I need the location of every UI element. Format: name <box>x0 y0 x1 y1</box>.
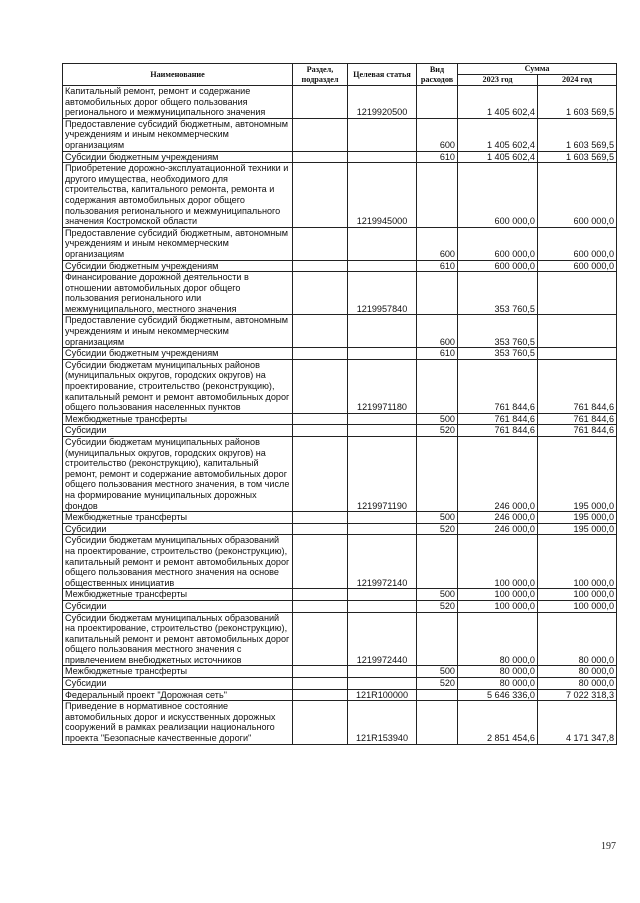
budget-table <box>62 63 617 745</box>
header-year-2023: 2023 год <box>458 75 538 86</box>
cell-sum-2024: 195 000,0 <box>538 437 617 512</box>
cell-kind <box>417 359 458 413</box>
cell-section <box>293 612 348 666</box>
cell-name: Субсидии бюджетным учреждениям <box>63 260 293 272</box>
table-row <box>63 678 617 690</box>
cell-section <box>293 512 348 524</box>
cell-kind <box>417 612 458 666</box>
cell-name: Капитальный ремонт, ремонт и содержание автомобильных дорог общего пользования регионального и межмуниципального значения <box>63 86 293 119</box>
cell-sum-2024 <box>538 348 617 360</box>
cell-kind <box>417 689 458 701</box>
cell-name: Субсидии <box>63 678 293 690</box>
cell-sum-2023: 353 760,5 <box>458 348 538 360</box>
cell-sum-2024: 80 000,0 <box>538 678 617 690</box>
table-row <box>63 589 617 601</box>
table-row <box>63 413 617 425</box>
cell-sum-2023: 100 000,0 <box>458 600 538 612</box>
table-row <box>63 689 617 701</box>
cell-sum-2024: 80 000,0 <box>538 666 617 678</box>
cell-section <box>293 260 348 272</box>
cell-section <box>293 701 348 744</box>
cell-name: Приведение в нормативное состояние автомобильных дорог и искусственных дорожных сооружений в рамках реализации национального проекта "Безопасные качественные дороги" <box>63 701 293 744</box>
cell-name: Субсидии бюджетным учреждениям <box>63 151 293 163</box>
cell-target <box>348 315 417 348</box>
header-section: Раздел, подраздел <box>293 64 348 86</box>
cell-name: Субсидии <box>63 523 293 535</box>
cell-sum-2024: 80 000,0 <box>538 612 617 666</box>
table-row <box>63 701 617 744</box>
cell-sum-2024: 761 844,6 <box>538 413 617 425</box>
table-row <box>63 227 617 260</box>
cell-section <box>293 535 348 589</box>
cell-sum-2023: 600 000,0 <box>458 260 538 272</box>
cell-section <box>293 227 348 260</box>
cell-kind: 500 <box>417 666 458 678</box>
cell-kind: 500 <box>417 589 458 601</box>
table-row <box>63 359 617 413</box>
table-row <box>63 512 617 524</box>
cell-sum-2023: 246 000,0 <box>458 437 538 512</box>
cell-section <box>293 151 348 163</box>
cell-sum-2024: 1 603 569,5 <box>538 118 617 151</box>
cell-sum-2024: 761 844,6 <box>538 425 617 437</box>
cell-section <box>293 666 348 678</box>
cell-kind: 600 <box>417 118 458 151</box>
cell-sum-2024: 761 844,6 <box>538 359 617 413</box>
cell-section <box>293 118 348 151</box>
table-row <box>63 151 617 163</box>
cell-name: Федеральный проект "Дорожная сеть" <box>63 689 293 701</box>
cell-target <box>348 348 417 360</box>
cell-sum-2023: 246 000,0 <box>458 512 538 524</box>
cell-sum-2023: 761 844,6 <box>458 413 538 425</box>
cell-name: Предоставление субсидий бюджетным, автономным учреждениям и иным некоммерческим организациям <box>63 227 293 260</box>
header-target: Целевая статья <box>348 64 417 86</box>
cell-sum-2024: 600 000,0 <box>538 163 617 228</box>
cell-name: Финансирование дорожной деятельности в отношении автомобильных дорог общего пользования регионального или межмуниципального, местного значения <box>63 272 293 315</box>
cell-kind: 520 <box>417 600 458 612</box>
table-row <box>63 315 617 348</box>
table-row <box>63 86 617 119</box>
cell-target <box>348 425 417 437</box>
table-row <box>63 348 617 360</box>
cell-name: Субсидии бюджетным учреждениям <box>63 348 293 360</box>
cell-target: 1219972140 <box>348 535 417 589</box>
cell-kind <box>417 163 458 228</box>
cell-kind: 520 <box>417 523 458 535</box>
cell-name: Предоставление субсидий бюджетным, автономным учреждениям и иным некоммерческим организациям <box>63 315 293 348</box>
cell-target: 1219971190 <box>348 437 417 512</box>
cell-name: Субсидии бюджетам муниципальных образований на проектирование, строительство (реконструкцию), капитальный ремонт и ремонт автомобильных дорог общего пользования местного значения на основе общественных инициатив <box>63 535 293 589</box>
cell-sum-2023: 80 000,0 <box>458 678 538 690</box>
cell-sum-2024: 600 000,0 <box>538 260 617 272</box>
cell-name: Субсидии бюджетам муниципальных образований на проектирование, строительство (реконструкцию), капитальный ремонт и ремонт автомобильных дорог общего пользования местного значения с привлечением внебюджетных источников <box>63 612 293 666</box>
cell-target: 1219971180 <box>348 359 417 413</box>
cell-kind: 610 <box>417 151 458 163</box>
cell-sum-2023: 761 844,6 <box>458 359 538 413</box>
cell-kind <box>417 86 458 119</box>
cell-section <box>293 359 348 413</box>
cell-kind: 500 <box>417 512 458 524</box>
cell-kind <box>417 535 458 589</box>
cell-target <box>348 666 417 678</box>
table-row <box>63 535 617 589</box>
table-body <box>63 86 617 745</box>
cell-sum-2024: 195 000,0 <box>538 512 617 524</box>
cell-target: 1219957840 <box>348 272 417 315</box>
cell-sum-2024 <box>538 315 617 348</box>
table-row <box>63 425 617 437</box>
cell-name: Субсидии <box>63 600 293 612</box>
cell-name: Межбюджетные трансферты <box>63 512 293 524</box>
table-row <box>63 163 617 228</box>
cell-kind: 600 <box>417 227 458 260</box>
cell-sum-2023: 600 000,0 <box>458 163 538 228</box>
cell-kind: 600 <box>417 315 458 348</box>
cell-sum-2023: 5 646 336,0 <box>458 689 538 701</box>
cell-section <box>293 315 348 348</box>
cell-section <box>293 86 348 119</box>
cell-target: 1219972440 <box>348 612 417 666</box>
cell-sum-2024: 600 000,0 <box>538 227 617 260</box>
cell-sum-2023: 246 000,0 <box>458 523 538 535</box>
cell-target <box>348 678 417 690</box>
cell-sum-2023: 353 760,5 <box>458 272 538 315</box>
cell-sum-2024: 195 000,0 <box>538 523 617 535</box>
cell-kind: 520 <box>417 678 458 690</box>
cell-name: Предоставление субсидий бюджетным, автономным учреждениям и иным некоммерческим организациям <box>63 118 293 151</box>
cell-sum-2024: 100 000,0 <box>538 589 617 601</box>
cell-sum-2023: 353 760,5 <box>458 315 538 348</box>
table-row <box>63 600 617 612</box>
cell-sum-2023: 80 000,0 <box>458 612 538 666</box>
cell-section <box>293 600 348 612</box>
cell-name: Межбюджетные трансферты <box>63 413 293 425</box>
cell-target <box>348 600 417 612</box>
table-row <box>63 666 617 678</box>
cell-target <box>348 227 417 260</box>
header-sum: Сумма <box>458 64 617 75</box>
cell-target: 1219945000 <box>348 163 417 228</box>
table-header <box>63 64 617 86</box>
cell-section <box>293 437 348 512</box>
cell-section <box>293 348 348 360</box>
cell-target <box>348 151 417 163</box>
cell-sum-2023: 600 000,0 <box>458 227 538 260</box>
cell-sum-2024: 1 603 569,5 <box>538 86 617 119</box>
cell-target: 121R153940 <box>348 701 417 744</box>
cell-sum-2024 <box>538 272 617 315</box>
header-kind: Вид расходов <box>417 64 458 86</box>
cell-section <box>293 425 348 437</box>
cell-sum-2023: 100 000,0 <box>458 589 538 601</box>
cell-sum-2023: 1 405 602,4 <box>458 151 538 163</box>
cell-kind <box>417 701 458 744</box>
cell-target <box>348 523 417 535</box>
cell-sum-2024: 100 000,0 <box>538 535 617 589</box>
table-row <box>63 260 617 272</box>
cell-sum-2024: 4 171 347,8 <box>538 701 617 744</box>
cell-name: Субсидии <box>63 425 293 437</box>
cell-target <box>348 413 417 425</box>
table-row <box>63 118 617 151</box>
cell-name: Приобретение дорожно-эксплуатационной техники и другого имущества, необходимого для строительства, капитального ремонта, ремонта и содержания автомобильных дорог общего пользования регионального и межмуниципального значения Костромской области <box>63 163 293 228</box>
cell-section <box>293 413 348 425</box>
cell-section <box>293 689 348 701</box>
cell-sum-2024: 100 000,0 <box>538 600 617 612</box>
cell-sum-2024: 1 603 569,5 <box>538 151 617 163</box>
cell-section <box>293 589 348 601</box>
cell-target <box>348 589 417 601</box>
cell-sum-2023: 100 000,0 <box>458 535 538 589</box>
cell-sum-2023: 80 000,0 <box>458 666 538 678</box>
cell-target <box>348 118 417 151</box>
cell-section <box>293 272 348 315</box>
cell-target <box>348 260 417 272</box>
table-row <box>63 523 617 535</box>
cell-kind: 500 <box>417 413 458 425</box>
cell-name: Субсидии бюджетам муниципальных районов (муниципальных округов, городских округов) на строительство (реконструкцию), капитальный ремонт, ремонт и содержание автомобильных дорог общего пользования местного значения, в том числе на формирование муниципальных дорожных фондов <box>63 437 293 512</box>
cell-kind: 610 <box>417 260 458 272</box>
cell-sum-2023: 1 405 602,4 <box>458 86 538 119</box>
header-name: Наименование <box>63 64 293 86</box>
cell-target: 121R100000 <box>348 689 417 701</box>
table-row <box>63 437 617 512</box>
cell-sum-2023: 1 405 602,4 <box>458 118 538 151</box>
cell-kind <box>417 272 458 315</box>
cell-kind: 610 <box>417 348 458 360</box>
page-number: 197 <box>601 841 616 852</box>
cell-section <box>293 163 348 228</box>
cell-sum-2024: 7 022 318,3 <box>538 689 617 701</box>
header-year-2024: 2024 год <box>538 75 617 86</box>
cell-target <box>348 512 417 524</box>
cell-kind <box>417 437 458 512</box>
cell-section <box>293 523 348 535</box>
cell-sum-2023: 761 844,6 <box>458 425 538 437</box>
table-row <box>63 272 617 315</box>
cell-name: Межбюджетные трансферты <box>63 666 293 678</box>
cell-section <box>293 678 348 690</box>
cell-name: Субсидии бюджетам муниципальных районов (муниципальных округов, городских округов) на проектирование, строительство (реконструкцию), капитальный ремонт и ремонт автомобильных дорог общего пользования населенных пунктов <box>63 359 293 413</box>
cell-name: Межбюджетные трансферты <box>63 589 293 601</box>
cell-kind: 520 <box>417 425 458 437</box>
cell-target: 1219920500 <box>348 86 417 119</box>
table-row <box>63 612 617 666</box>
cell-sum-2023: 2 851 454,6 <box>458 701 538 744</box>
